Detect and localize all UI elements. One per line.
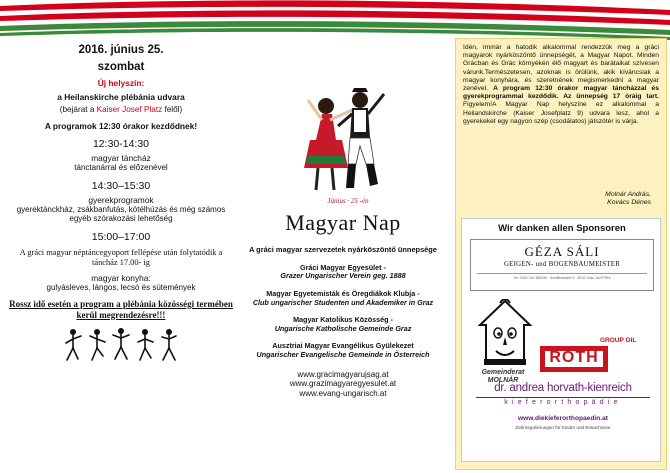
org-desc: Grazer Ungarischer Verein geg. 1888 — [280, 271, 406, 281]
main-title: Magyar Nap — [285, 210, 401, 235]
org-desc: Club ungarischer Studenten und Akademiker in Graz — [252, 297, 434, 307]
slot3-time: 15:00–17:00 — [91, 230, 151, 243]
org-name: Ausztriai Magyar Evangélikus Gyülekezet — [272, 341, 414, 351]
signer-name: Molnár András, — [605, 191, 651, 198]
website-list — [242, 370, 444, 399]
signers — [605, 191, 651, 208]
food-text: gulyásleves, lángos, lecsó és sütemények — [46, 282, 196, 292]
sponsor-sali — [470, 239, 654, 291]
org-item — [242, 316, 444, 333]
sali-name: GÉZA SÁLI — [524, 244, 600, 259]
website-link[interactable]: www.gracimagyarujsag.at — [297, 369, 389, 379]
flag-stripes — [0, 0, 670, 42]
slot1-text: tánctanárral és előzenével — [74, 163, 168, 172]
horvath-tagline: Zahnregulierungen für Kinder und Erwachsene — [515, 425, 611, 430]
sali-divider — [477, 273, 647, 274]
slot2-time: 14:30–15:30 — [91, 179, 151, 192]
entry-street: Kaiser Josef Platz — [96, 105, 163, 114]
dancing-couple-illustration — [286, 80, 400, 206]
org-desc: Ungarische Katholische Gemeinde Graz — [274, 323, 412, 333]
molnar-line: MOLNÁR — [487, 377, 519, 384]
band-note: A gráci magyar néptáncegyoport fellépése után folytatódik a táncház 17.00- ig — [19, 247, 223, 267]
new-venue-label: Új helyszín: — [97, 78, 145, 88]
org-name: Magyar Egyetemisták és Öregdiákok Klubja - — [266, 288, 420, 298]
gemeinderat-line: Gemeinderat — [481, 369, 525, 376]
website-link[interactable]: www.evang-ungarisch.at — [299, 388, 387, 398]
organizers — [242, 246, 444, 398]
horvath-name: dr. andrea horvath-kienreich — [494, 382, 632, 394]
website-link[interactable]: www.grazimagyaregyesulet.at — [289, 379, 397, 389]
org-item — [242, 264, 444, 281]
rain-note: Rossz idő esetén a program a plébánia közösségi termében kerül megrendezésre!!! — [9, 299, 233, 320]
poster-caption: Június · 25 -én — [327, 197, 369, 205]
roth-text: ROTH — [549, 349, 599, 366]
program-panel — [6, 40, 236, 470]
intro-bold: A program 12:30 órakor magyar táncházzal és gyerekprogrammal kezdődik. Az ünnepség 17 óráig tart. — [463, 85, 659, 101]
intro-part1: Idén, immár a hatodik alkalommal rendezzük meg a gráci magyarok nyárköszöntő ünnepségét, a Magyar Napot. Minden Grácban és Grác környékén élő magyart és barátaikat szívesen várunk.Természetesen, azoknak is örülünk, akik kíváncsiak a magyar konyhára, és szeretnének megismerkedni a magyar zenével. — [463, 44, 659, 93]
org-item — [242, 290, 444, 307]
entry-suffix: felől) — [162, 105, 183, 114]
sponsors-box — [461, 218, 661, 462]
group-oil-label: GROUP OIL — [600, 337, 637, 344]
org-name: Magyar Katolikus Közösség - — [293, 315, 393, 325]
sali-subtitle: GEIGEN- und BOGENBAUMEISTER — [503, 261, 621, 268]
horvath-website-link[interactable]: www.diekieferorthopaedin.at — [518, 415, 608, 422]
venue-name: a Heilanskirche plébánia udvara — [57, 92, 185, 102]
intro-part2: Figyelem!A Magyar Nap helyszíne ez alkalommal a Heilandskirche (Kaiser Josefplatz 9) udvara lesz, ahol a gyerekeket egy nagyon szép (csodálatos) játszótér is várja. — [463, 101, 659, 125]
program-start-note: A programok 12:30 órakor kezdődnek! — [44, 121, 198, 131]
intro-text — [463, 44, 659, 126]
food-title: magyar konyha: — [91, 272, 151, 283]
dancers-illustration — [61, 326, 181, 366]
roth-logo — [540, 346, 608, 372]
org-desc: Ungarischer Evangelische Gemeinde in Österreich — [256, 349, 430, 359]
slot1-time: 12:30-14:30 — [92, 138, 150, 150]
signer-name: Kovács Dénes — [607, 199, 651, 207]
info-panel — [455, 38, 667, 470]
event-date: 2016. június 25. — [78, 44, 164, 56]
sponsors-title: Wir danken allen Sponsoren — [498, 223, 626, 234]
slot2-title: gyerekprogramok — [88, 194, 154, 205]
sali-contact: Tel: 0043 316 380436 · Schillerstraße 6 · 8010 Graz, AUSTRIA — [513, 276, 611, 280]
slot2-text: gyerektánckház, zsákbanfutás, kötélhúzás és még számos egyéb szórakozási lehetőség — [16, 204, 226, 223]
horvath-specialty: kieferorthopädie — [504, 399, 622, 406]
entry-note — [6, 105, 236, 115]
title-panel — [238, 40, 448, 470]
slot1-title: magyar táncház — [91, 153, 151, 163]
subtitle: A gráci magyar szervezetek nyárköszöntő ünnepsége — [249, 245, 437, 254]
horvath-divider — [476, 397, 650, 398]
entry-prefix: (bejárat a — [59, 105, 97, 114]
org-item — [242, 342, 444, 359]
molnar-mascot-icon — [474, 299, 536, 369]
event-weekday: szombat — [97, 61, 145, 73]
org-name: Gráci Magyar Egyesület - — [300, 262, 386, 272]
